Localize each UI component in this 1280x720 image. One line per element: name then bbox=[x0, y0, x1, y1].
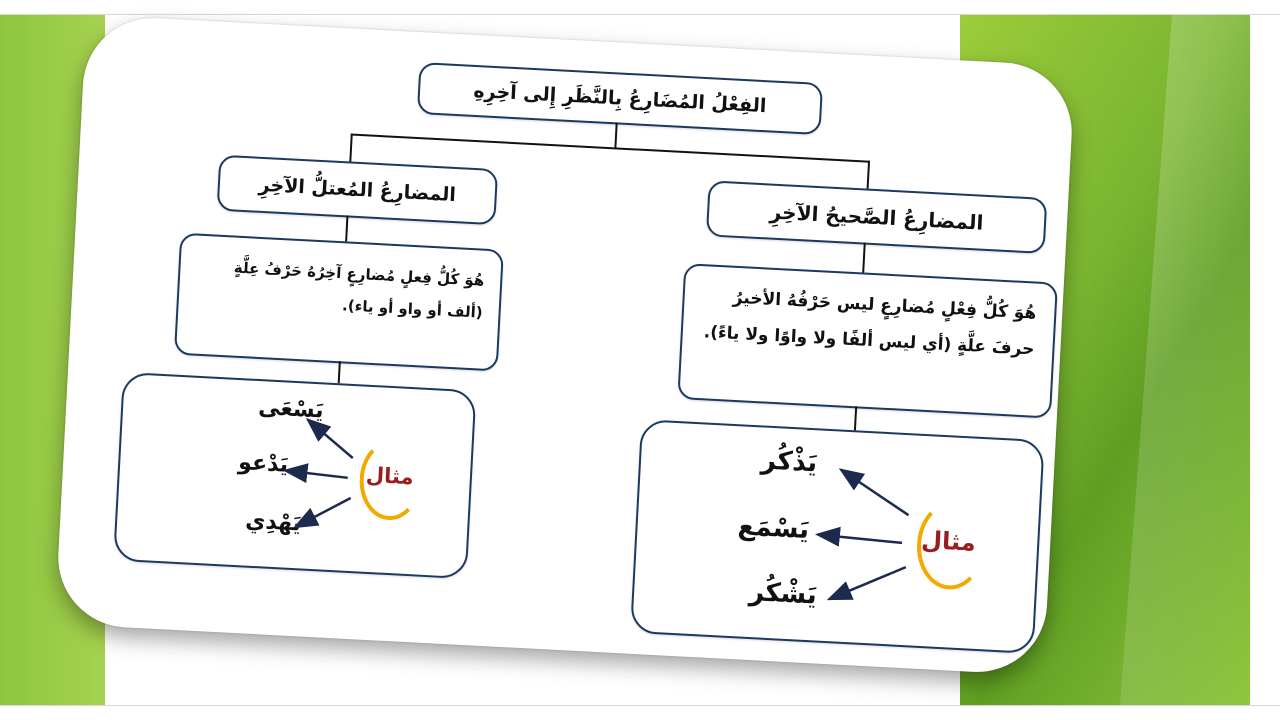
right-arrow-2 bbox=[817, 534, 902, 542]
left-example-2: يَدْعو bbox=[237, 450, 289, 478]
left-definition: هُوَ كُلُّ فِعلٍ مُضارِعٍ آخِرُهُ حَرْفُ عِلَّةٍ (ألف أو واو أو ياء). bbox=[233, 258, 485, 322]
title-connector bbox=[614, 122, 617, 148]
right-example-box bbox=[630, 419, 1045, 654]
branch-connector bbox=[351, 133, 870, 162]
left-heading-box bbox=[217, 155, 499, 226]
left-branch-connector bbox=[349, 133, 352, 161]
right-example-3: يَشْكُر bbox=[748, 577, 818, 611]
right-example-1: يَذْكُر bbox=[760, 445, 819, 479]
right-example-label: مثال bbox=[920, 525, 977, 557]
diagram-card bbox=[55, 15, 1076, 676]
left-example-3: يَهْدِي bbox=[244, 508, 302, 537]
right-definition: هُوَ كُلُّ فِعْلٍ مُضارِعٍ ليس حَرْفُهُ الأخيرُ حرفَ علَّةٍ (أي ليس ألفًا ولا واوًا ولا ياءً). bbox=[703, 287, 1037, 360]
right-definition-box bbox=[677, 263, 1058, 418]
bottom-frame-line bbox=[0, 705, 1280, 706]
left-arrow-3 bbox=[295, 495, 351, 530]
left-heading-connector bbox=[345, 215, 348, 241]
left-example-arrows bbox=[115, 374, 474, 577]
title-box bbox=[417, 62, 823, 135]
left-heading: المضارِعُ المُعتلُّ الآخِرِ bbox=[258, 173, 457, 207]
left-example-label: مثال bbox=[365, 462, 415, 490]
right-arrow-3 bbox=[829, 563, 906, 603]
left-definition-connector bbox=[338, 361, 341, 383]
left-arrow-2 bbox=[285, 471, 348, 478]
right-example-2: يَسْمَع bbox=[736, 511, 810, 546]
left-arrow-1 bbox=[306, 420, 355, 458]
right-arrow-1 bbox=[839, 470, 911, 516]
right-example-arrows bbox=[632, 421, 1042, 652]
right-heading-box bbox=[706, 180, 1047, 254]
left-definition-box bbox=[174, 233, 504, 372]
left-example-box bbox=[113, 372, 476, 579]
right-heading-connector bbox=[862, 242, 866, 272]
right-branch-connector bbox=[867, 161, 870, 189]
right-definition-connector bbox=[854, 406, 857, 430]
right-heading: المضارِعُ الصَّحيحُ الآخِرِ bbox=[769, 199, 984, 235]
diagram-title: الفِعْلُ المُضَارِعُ بِالنَّظَرِ إِلى آخِرِهِ bbox=[472, 79, 767, 118]
left-example-1: يَسْعَى bbox=[257, 395, 325, 424]
